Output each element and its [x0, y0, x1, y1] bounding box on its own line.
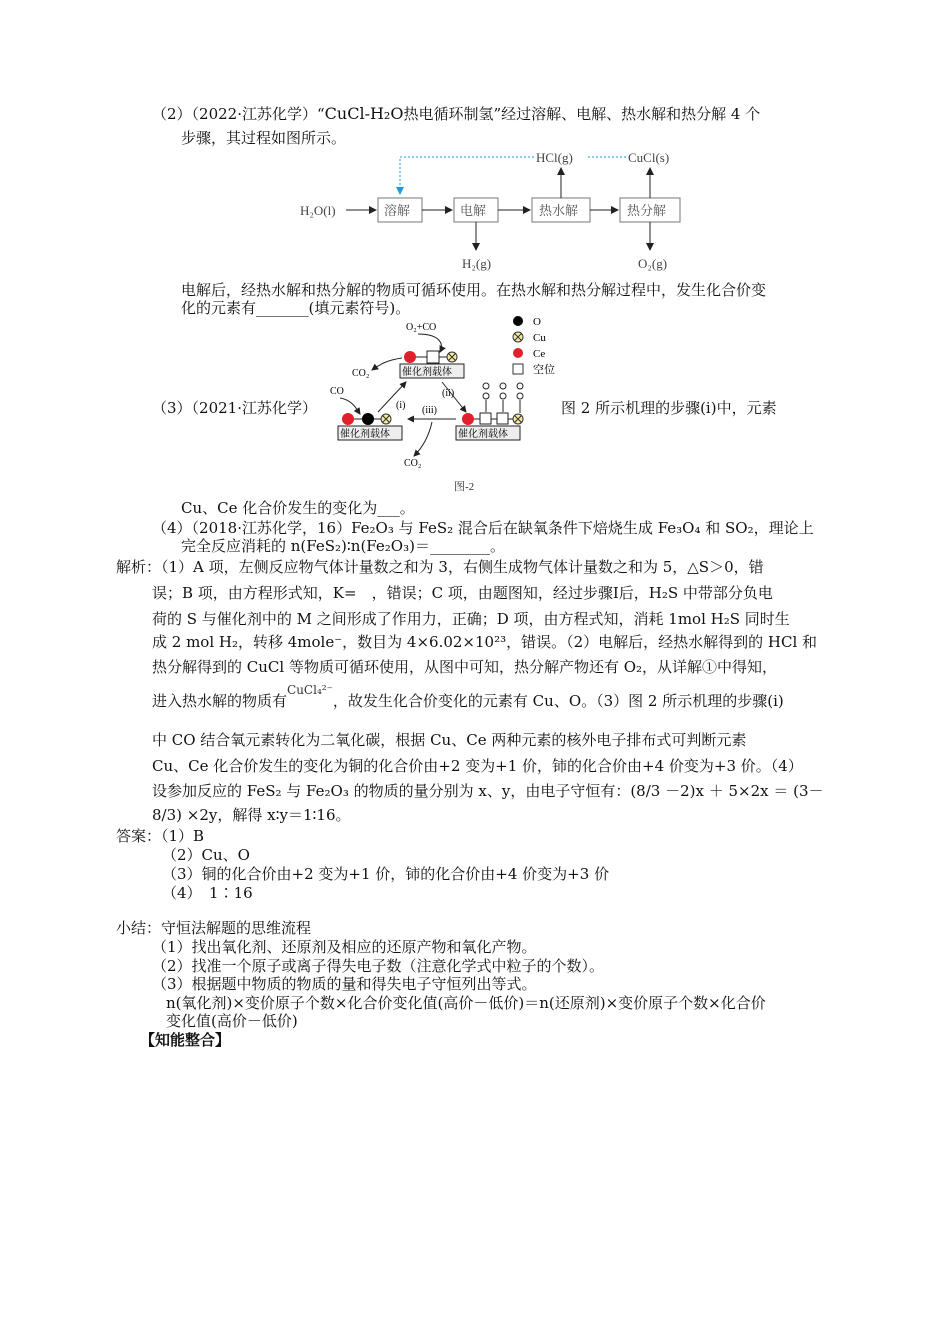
figure-caption: 图-2: [454, 481, 475, 493]
svg-text:CO: CO: [330, 386, 344, 397]
analysis-line-10: 8/3) ×2y，解得 x∶y＝1∶16。: [152, 806, 351, 824]
answer-line-4: （4） 1∶16: [162, 884, 253, 902]
catalyst-mechanism-figure: [328, 316, 568, 494]
svg-text:CO₂: CO₂: [404, 458, 422, 469]
q2-line1: （2）（2022·江苏化学）“CuCl-H₂O热电循环制氢”经过溶解、电解、热水解和热分解 4 个: [152, 104, 761, 123]
analysis-line-1: 解析：（1）A 项，左侧反应物气体计量数之和为 3，右侧生成物气体计量数之和为 5，△S＞0，错: [116, 558, 764, 576]
svg-text:H₂(g): H₂(g): [462, 256, 492, 271]
q2-after2: 化的元素有_______(填元素符号)。: [181, 299, 411, 317]
flow-input: H₂O(l): [300, 203, 336, 218]
svg-text:O₂(g): O₂(g): [638, 256, 668, 271]
svg-text:热水解: 热水解: [539, 203, 579, 218]
q3-suffix: 图 2 所示机理的步骤(i)中，元素: [561, 399, 777, 417]
svg-text:Ce: Ce: [533, 348, 546, 360]
analysis-line-5: 热分解得到的 CuCl 等物质可循环使用，从图中可知，热分解产物还有 O₂，从详解①中得知，: [152, 658, 778, 676]
q2-line2: 步骤，其过程如图所示。: [181, 129, 347, 147]
svg-text:(iii): (iii): [422, 405, 437, 416]
q4-line2: 完全反应消耗的 n(FeS₂)∶n(Fe₂O₃)＝________。: [181, 537, 505, 555]
summary-step-2: （2）找准一个原子或离子得失电子数（注意化学式中粒子的个数）。: [152, 957, 605, 975]
svg-text:催化剂载体: 催化剂载体: [402, 367, 452, 378]
cucl4-formula: CuCl₄²⁻: [287, 683, 333, 697]
svg-text:CuCl(s): CuCl(s): [628, 150, 670, 165]
svg-text:催化剂载体: 催化剂载体: [458, 429, 508, 440]
summary-formula-2: 变化值(高价－低价): [166, 1012, 298, 1030]
svg-text:O: O: [533, 316, 541, 328]
answer-line-1: 答案：（1）B: [116, 827, 205, 845]
cucl-h2o-flow-diagram: [296, 146, 696, 276]
analysis-line-9: 设参加反应的 FeS₂ 与 Fe₂O₃ 的物质的量分别为 x、y，由电子守恒有：(8/3 －2)x ＋ 5×2x ＝ (3－: [152, 782, 824, 800]
q3-prefix: （3）（2021·江苏化学）: [152, 399, 317, 417]
summary-title: 小结：守恒法解题的思维流程: [116, 919, 312, 937]
analysis-line-3: 荷的 S 与催化剂中的 M 之间形成了作用力，正确；D 项，由方程式知，消耗 1mol H₂S 同时生: [152, 610, 790, 628]
q4-line1: （4）（2018·江苏化学，16）Fe₂O₃ 与 FeS₂ 混合后在缺氧条件下焙烧生成 Fe₃O₄ 和 SO₂，理论上: [152, 519, 814, 537]
svg-text:O₂+CO: O₂+CO: [406, 322, 437, 333]
svg-text:(i): (i): [396, 400, 406, 411]
analysis-line-8: Cu、Ce 化合价发生的变化为铜的化合价由+2 变为+1 价，铈的化合价由+4 价变为+3 价。（4）: [152, 757, 803, 775]
analysis-line-2: 误；B 项，由方程形式知，K= ，错误；C 项，由题图知，经过步骤Ⅰ后，H₂S 中带部分负电: [152, 584, 773, 602]
answer-line-2: （2）Cu、O: [162, 846, 250, 864]
summary-step-1: （1）找出氧化剂、还原剂及相应的还原产物和氧化产物。: [152, 938, 537, 956]
answer-line-3: （3）铜的化合价由+2 变为+1 价，铈的化合价由+4 价变为+3 价: [162, 865, 610, 883]
svg-text:空位: 空位: [533, 364, 555, 376]
summary-formula-1: n(氧化剂)×变价原子个数×化合价变化值(高价－低价)＝n(还原剂)×变价原子个数×化合价: [166, 994, 766, 1012]
q3-line2: Cu、Ce 化合价发生的变化为___。: [181, 499, 415, 517]
analysis-line-6: 进入热水解的物质有$^{CuCl_4^{2-}}$，故发生化合价变化的元素有 Cu、O。（3）图 2 所示机理的步骤(i): [152, 683, 784, 710]
svg-text:热分解: 热分解: [627, 203, 667, 218]
svg-text:CO₂: CO₂: [352, 368, 370, 379]
svg-text:催化剂载体: 催化剂载体: [340, 429, 390, 440]
legend-vacancy-icon: [513, 364, 523, 374]
legend-ce-icon: [513, 348, 523, 358]
summary-step-3: （3）根据题中物质的物质的量和得失电子守恒列出等式。: [152, 975, 537, 993]
svg-text:Cu: Cu: [533, 332, 546, 344]
svg-text:HCl(g): HCl(g): [536, 150, 573, 165]
svg-text:(ii): (ii): [442, 388, 455, 399]
q2-title-formula: CuCl-H₂O: [324, 104, 404, 123]
analysis-line-4: 成 2 mol H₂，转移 4mole⁻，数目为 4×6.02×10²³，错误。（2）电解后，经热水解得到的 HCl 和: [152, 633, 818, 651]
legend-o-icon: [513, 316, 523, 326]
q2-after1: 电解后，经热水解和热分解的物质可循环使用。在热水解和热分解过程中，发生化合价变: [181, 281, 767, 299]
svg-text:电解: 电解: [460, 203, 487, 218]
svg-text:溶解: 溶解: [384, 203, 411, 218]
analysis-line-7: 中 CO 结合氧元素转化为二氧化碳，根据 Cu、Ce 两种元素的核外电子排布式可判断元素: [152, 731, 747, 749]
section-heading: 【知能整合】: [140, 1031, 231, 1049]
